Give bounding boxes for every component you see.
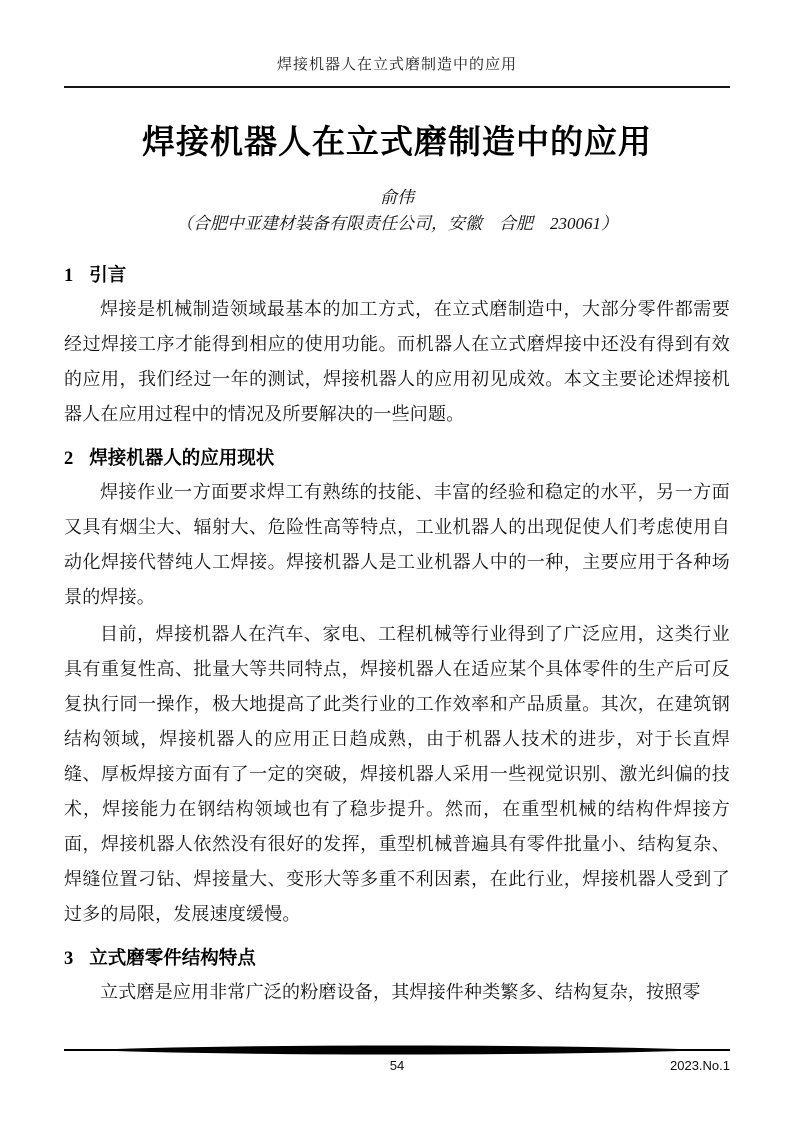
section-heading-2	[64, 444, 730, 473]
page-footer	[64, 1044, 730, 1075]
section-title: 引言	[89, 264, 127, 285]
footer-rule-bar	[64, 1044, 730, 1056]
article-title: 焊接机器人在立式磨制造中的应用	[142, 125, 652, 161]
section-title: 焊接机器人的应用现状	[89, 447, 275, 468]
header-rule	[64, 86, 730, 88]
paragraph: 目前，焊接机器人在汽车、家电、工程机械等行业得到了广泛应用，这类行业具有重复性高、批量大等共同特点，焊接机器人在适应某个具体零件的生产后可反复执行同一操作，极大地提高了此类行业的工作效率和产品质量。其次，在建筑钢结构领域，焊接机器人的应用正日趋成熟，由于机器人技术的进步，对于长直焊缝、厚板焊接方面有了一定的突破，焊接机器人采用一些视觉识别、激光纠偏的技术，焊接能力在钢结构领域也有了稳步提升。然而，在重型机械的结构件焊接方面，焊接机器人依然没有很好的发挥，重型机械普遍具有零件批量小、结构复杂、焊缝位置刁钻、焊接量大、变形大等多重不利因素，在此行业，焊接机器人受到了过多的局限，发展速度缓慢。	[64, 624, 730, 924]
section-heading-3	[64, 944, 730, 973]
paragraph: 焊接是机械制造领域最基本的加工方式，在立式磨制造中，大部分零件都需要经过焊接工序才能得到相应的使用功能。而机器人在立式磨焊接中还没有得到有效的应用，我们经过一年的测试，焊接机器人的应用初见成效。本文主要论述焊接机器人在应用过程中的情况及所要解决的一些问题。	[64, 299, 730, 424]
issue-label: 2023.No.1	[670, 1058, 730, 1073]
running-header: 焊接机器人在立式磨制造中的应用	[276, 57, 517, 73]
page-number: 54	[389, 1058, 405, 1073]
article-author: 俞伟	[380, 188, 414, 207]
section-number: 2	[64, 449, 74, 469]
paragraph: 立式磨是应用非常广泛的粉磨设备，其焊接件种类繁多、结构复杂，按照零	[100, 982, 701, 1002]
paragraph: 焊接作业一方面要求焊工有熟练的技能、丰富的经验和稳定的水平，另一方面又具有烟尘大、辐射大、危险性高等特点，工业机器人的出现促使人们考虑使用自动化焊接代替纯人工焊接。焊接机器人是工业机器人中的一种，主要应用于各种场景的焊接。	[64, 482, 730, 607]
section-number: 1	[64, 266, 74, 286]
footer-row	[64, 1057, 730, 1075]
section-heading-1	[64, 261, 730, 290]
section-number: 3	[64, 949, 74, 969]
article-affiliation: （合肥中亚建材装备有限责任公司，安徽 合肥 230061）	[176, 214, 618, 233]
section-title: 立式磨零件结构特点	[89, 947, 256, 968]
